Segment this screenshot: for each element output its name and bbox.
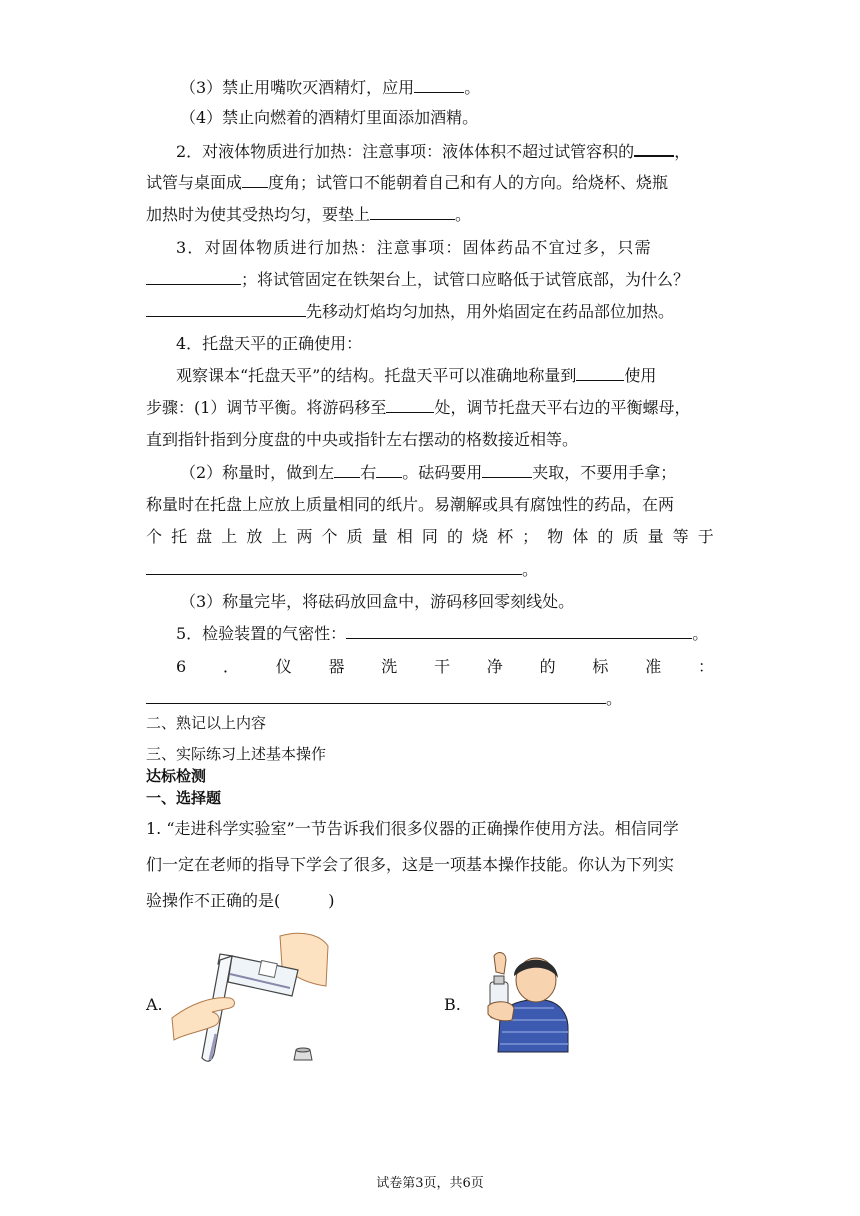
- option-a-label[interactable]: A.: [146, 995, 163, 1014]
- blank[interactable]: [634, 141, 674, 157]
- spread-char: 等: [672, 527, 689, 546]
- text-fragment: 观察课本“托盘天平”的结构。托盘天平可以准确地称量到: [176, 366, 577, 385]
- blank[interactable]: [346, 624, 692, 639]
- spread-char: ；: [522, 527, 539, 546]
- spread-char: 烧: [472, 527, 489, 546]
- blank[interactable]: [242, 173, 268, 188]
- text-fragment: 夹取，不要用手拿；: [532, 463, 677, 482]
- spread-char: 托: [171, 527, 188, 546]
- blank[interactable]: [576, 366, 624, 381]
- text-fragment: 先移动灯焰均匀加热，用外焰固定在药品部位加热。: [306, 302, 675, 321]
- text-fragment: 2．对液体物质进行加热：注意事项：液体体积不超过试管容积的: [176, 142, 635, 161]
- smelling-gas-illustration: [484, 948, 574, 1054]
- text-line-13: [180, 463, 676, 483]
- spread-char: 同: [421, 527, 438, 546]
- spread-char: 盘: [196, 527, 213, 546]
- spread-char: 个: [146, 527, 163, 546]
- spread-char: 质: [346, 527, 363, 546]
- spread-char: 量: [371, 527, 388, 546]
- blank[interactable]: [146, 689, 606, 704]
- spread-char: 洗: [381, 657, 398, 676]
- blank[interactable]: [386, 398, 434, 413]
- spread-char: 标: [592, 657, 609, 676]
- text-line-5: [146, 205, 471, 225]
- text-fragment: （2）称量时，做到左: [180, 463, 335, 482]
- text-fragment: 度角；试管口不能朝着自己和有人的方向。给烧杯、烧瓶: [268, 173, 669, 192]
- blank[interactable]: [146, 560, 522, 575]
- text-fragment: 。砝码要用: [402, 463, 483, 482]
- text-fragment: 。: [692, 624, 709, 643]
- blank[interactable]: [146, 302, 306, 317]
- text-line-1: [180, 78, 480, 98]
- blank[interactable]: [414, 78, 464, 93]
- section-title-assessment: 达标检测: [146, 767, 207, 785]
- spread-char: ：: [697, 657, 714, 676]
- spread-char: 杯: [497, 527, 514, 546]
- section-heading-2: 二、熟记以上内容: [146, 714, 267, 732]
- text-fragment: 步骤：(1）调节平衡。将游码移至: [146, 398, 387, 417]
- text-line-17: （3）称量完毕，将砝码放回盒中，游码移回零刻线处。: [180, 592, 575, 611]
- spread-char: 物: [547, 527, 564, 546]
- text-fragment: 。: [522, 560, 539, 579]
- holding-hand: [488, 1002, 514, 1021]
- stopper-top: [296, 1048, 310, 1052]
- spread-char: 放: [246, 527, 263, 546]
- text-line-14: 称量时在托盘上应放上质量相同的纸片。易潮解或具有腐蚀性的药品，在两: [146, 495, 675, 514]
- page-footer: 试卷第3页，共6页: [376, 1176, 484, 1191]
- text-fragment: ，: [674, 142, 691, 161]
- text-line-8: [146, 302, 674, 322]
- question-1-line-1: 1. “走进科学实验室”一节告诉我们很多仪器的正确操作使用方法。相信同学: [146, 819, 679, 838]
- text-fragment: 。: [464, 78, 481, 97]
- spread-char: 干: [434, 657, 451, 676]
- section-heading-3: 三、实际练习上述基本操作: [146, 745, 327, 763]
- text-line-18: [176, 624, 708, 644]
- text-line-10: [176, 366, 656, 386]
- text-line-7: [146, 270, 689, 290]
- spread-char: 两: [296, 527, 313, 546]
- question-1-line-3: 验操作不正确的是( ): [146, 891, 335, 910]
- spread-char: ．: [222, 657, 239, 676]
- text-line-2: （4）禁止向燃着的酒精灯里面添加酒精。: [180, 108, 479, 127]
- spread-char: 上: [271, 527, 288, 546]
- text-fragment: 处，调节托盘天平右边的平衡螺母，: [434, 398, 691, 417]
- text-fragment: （3）禁止用嘴吹灭酒精灯，应用: [180, 78, 415, 97]
- text-line-16: [146, 560, 538, 580]
- spread-char: 净: [486, 657, 503, 676]
- text-fragment: 使用: [624, 366, 657, 385]
- spread-char: 量: [647, 527, 664, 546]
- bottle-mouth: [494, 976, 504, 984]
- spread-char: 体: [572, 527, 589, 546]
- blank[interactable]: [376, 463, 402, 478]
- spread-char: 的: [446, 527, 463, 546]
- section-title-choice: 一、选择题: [146, 789, 222, 807]
- question-1-line-2: 们一定在老师的指导下学会了很多，这是一项基本操作技能。你认为下列实: [146, 855, 675, 874]
- blank[interactable]: [146, 270, 241, 285]
- fanning-hand: [494, 953, 506, 974]
- spread-char: 个: [321, 527, 338, 546]
- spread-char: 相: [396, 527, 413, 546]
- spread-char: 质: [622, 527, 639, 546]
- text-line-19: [176, 657, 714, 677]
- text-line-20: [146, 689, 622, 709]
- text-fragment: 。: [606, 689, 623, 708]
- spread-char: 器: [328, 657, 345, 676]
- pouring-liquid-illustration: [170, 926, 330, 1068]
- spread-char: 的: [539, 657, 556, 676]
- hand-lower: [172, 998, 235, 1040]
- text-line-4: [146, 173, 668, 193]
- text-line-12: 直到指针指到分度盘的中央或指针左右摆动的格数接近相等。: [146, 430, 579, 449]
- text-line-15: [146, 527, 714, 547]
- text-fragment: 加热时为使其受热均匀，要垫上: [146, 205, 371, 224]
- text-line-3: [176, 141, 690, 162]
- text-fragment: 右: [360, 463, 377, 482]
- spread-char: 仪: [275, 657, 292, 676]
- text-line-11: [146, 398, 690, 418]
- text-fragment: 。: [455, 205, 472, 224]
- bottle-label: [259, 960, 278, 977]
- text-fragment: 5．检验装置的气密性：: [176, 624, 347, 643]
- text-fragment: 试管与桌面成: [146, 173, 243, 192]
- text-fragment: ；将试管固定在铁架台上，试管口应略低于试管底部，为什么？: [241, 270, 690, 289]
- spread-char: 准: [645, 657, 662, 676]
- blank[interactable]: [334, 463, 360, 478]
- text-line-6: 3．对固体物质进行加热：注意事项：固体药品不宜过多，只需: [176, 238, 652, 257]
- blank[interactable]: [370, 205, 455, 220]
- spread-char: 的: [597, 527, 614, 546]
- option-b-label[interactable]: B.: [444, 995, 461, 1014]
- blank[interactable]: [482, 463, 532, 478]
- spread-char: 于: [697, 527, 714, 546]
- text-line-9: 4．托盘天平的正确使用：: [176, 334, 363, 353]
- spread-char: 6: [176, 657, 187, 676]
- spread-char: 上: [221, 527, 238, 546]
